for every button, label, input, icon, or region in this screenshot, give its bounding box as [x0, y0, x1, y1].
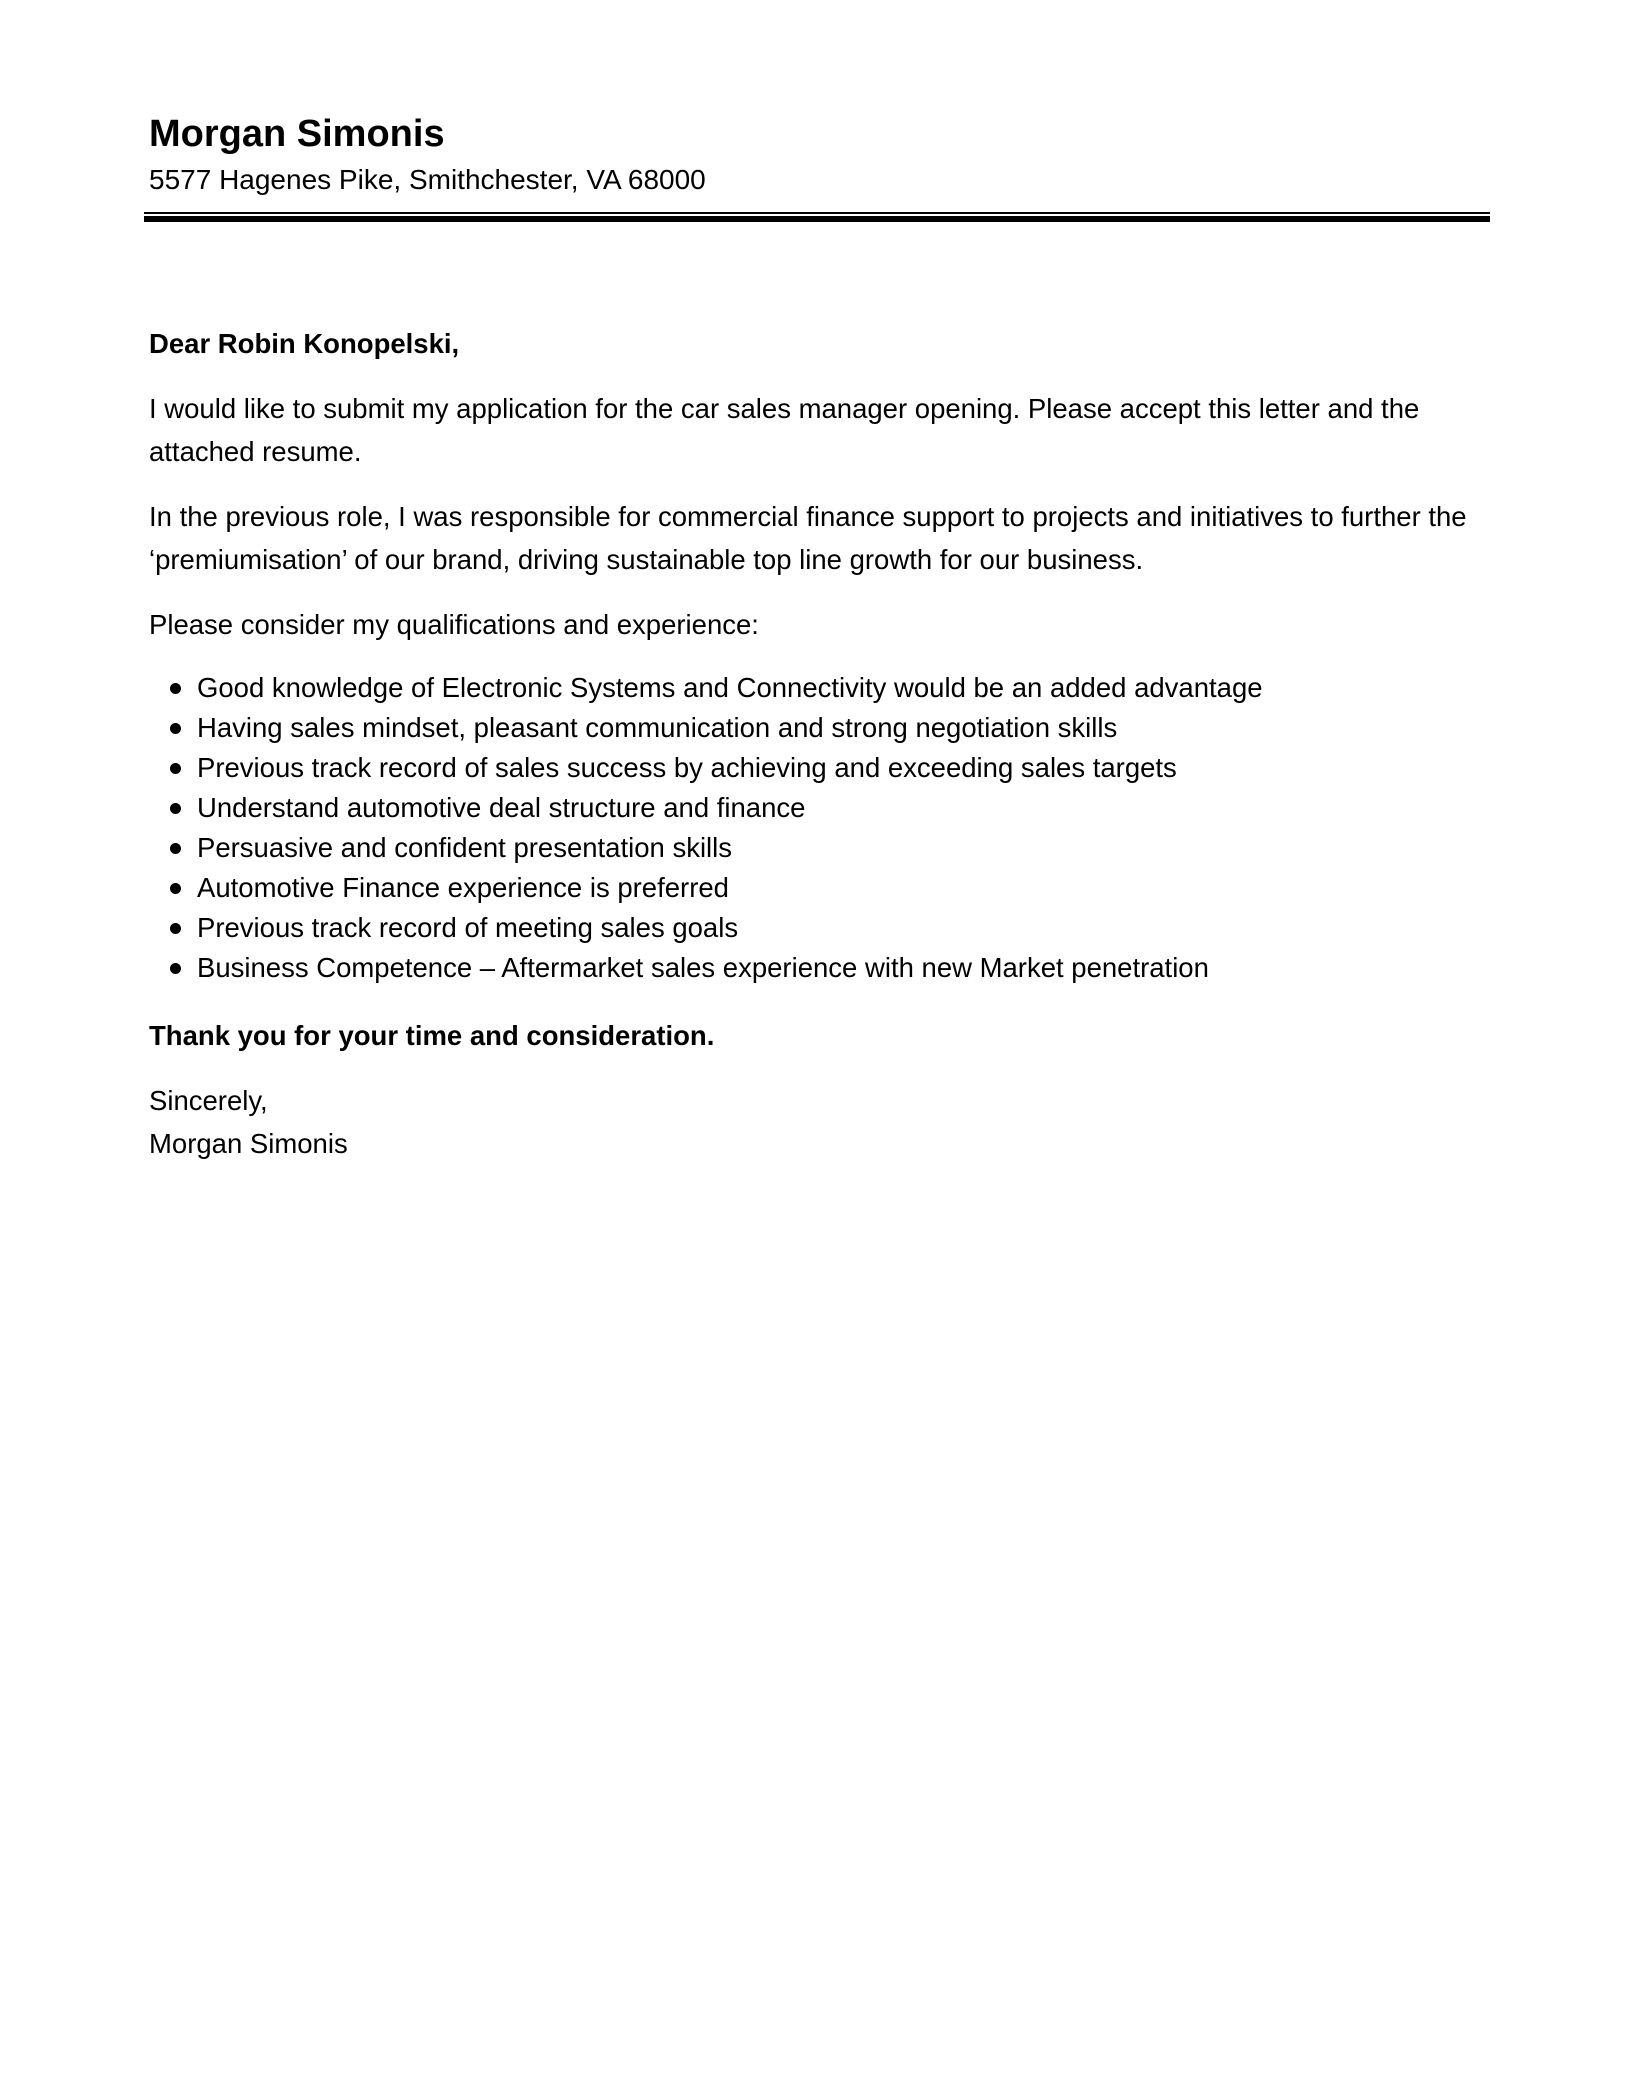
bullet-icon: [170, 683, 181, 694]
sender-address: 5577 Hagenes Pike, Smithchester, VA 68000: [149, 164, 706, 195]
sender-name: Morgan Simonis: [149, 113, 445, 155]
bullet-icon: [170, 883, 181, 894]
paragraph-intro: I would like to submit my application for the car sales manager opening. Please accept this letter and the attached resume.: [149, 393, 1420, 467]
list-item-text: Automotive Finance experience is preferred: [197, 872, 729, 903]
list-item-text: Good knowledge of Electronic Systems and Connectivity would be an added advantage: [197, 672, 1263, 703]
bullet-icon: [170, 963, 181, 974]
list-item: [149, 828, 1494, 868]
letter-body: [149, 322, 1494, 1165]
list-item: [149, 868, 1494, 908]
salutation: Dear Robin Konopelski,: [149, 328, 460, 359]
list-item: [149, 788, 1494, 828]
divider-thin-line: [144, 212, 1490, 214]
list-item: [149, 748, 1494, 788]
signature-name: Morgan Simonis: [149, 1128, 348, 1159]
list-item-text: Persuasive and confident presentation skills: [197, 832, 733, 863]
bullet-icon: [170, 723, 181, 734]
bullet-icon: [170, 843, 181, 854]
list-item-text: Previous track record of meeting sales goals: [197, 912, 739, 943]
closing-line: Thank you for your time and consideration.: [149, 1020, 715, 1051]
bullet-icon: [170, 763, 181, 774]
list-item: [149, 708, 1494, 748]
list-item-text: Having sales mindset, pleasant communication and strong negotiation skills: [197, 712, 1118, 743]
list-item-text: Business Competence – Aftermarket sales experience with new Market penetration: [197, 952, 1209, 983]
paragraph-qualifications-lead: Please consider my qualifications and experience:: [149, 609, 759, 640]
list-item-text: Previous track record of sales success by achieving and exceeding sales targets: [197, 752, 1177, 783]
signoff: [149, 1079, 1494, 1165]
divider-thick-line: [144, 216, 1490, 222]
letter-header: [149, 112, 1489, 198]
list-item: [149, 948, 1494, 988]
bullet-icon: [170, 923, 181, 934]
paragraph-previous-role: In the previous role, I was responsible for commercial finance support to projects and initiatives to further the ‘premiumisation’ of our brand, driving sustainable top line growth for our business.: [149, 501, 1467, 575]
bullet-icon: [170, 803, 181, 814]
list-item-text: Understand automotive deal structure and finance: [197, 792, 806, 823]
qualifications-list: [149, 668, 1494, 988]
header-divider: [144, 212, 1490, 222]
signoff-text: Sincerely,: [149, 1085, 268, 1116]
list-item: [149, 668, 1494, 708]
list-item: [149, 908, 1494, 948]
